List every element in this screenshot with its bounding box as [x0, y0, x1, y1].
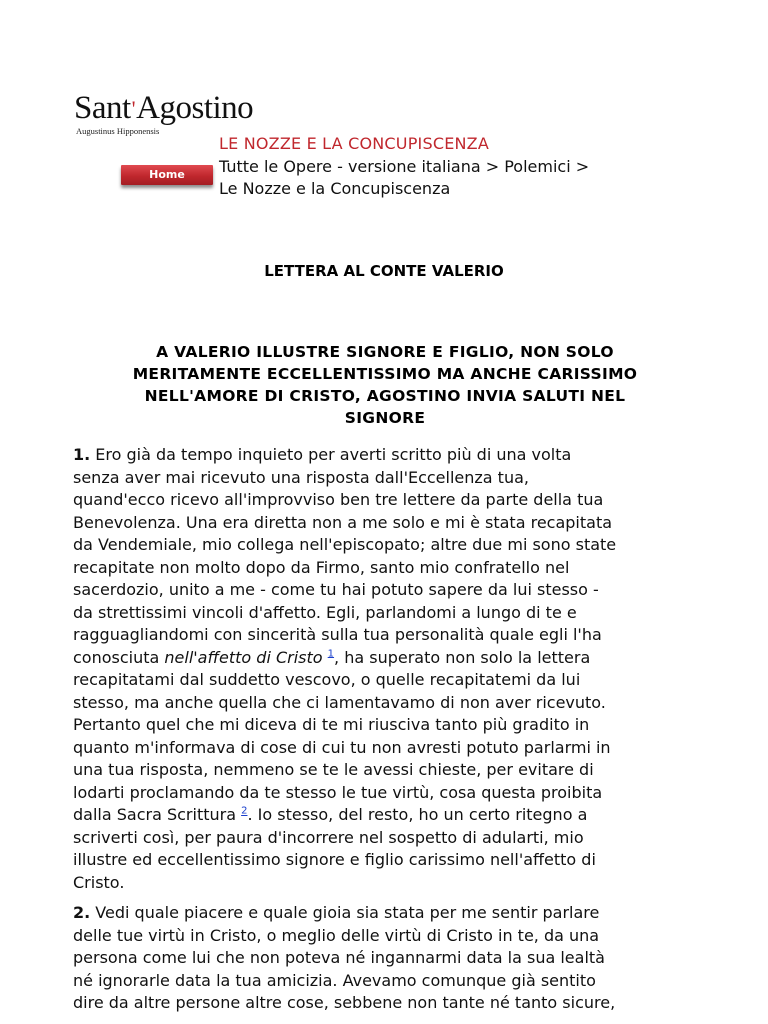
logo-text-sant: Sant	[74, 90, 131, 126]
text-line: persona come lui che non poteva né ingannarmi data la sua lealtà	[73, 948, 605, 967]
text-line: dire da altre persone altre cose, sebbene non tante né tanto sicure,	[73, 993, 616, 1012]
text-line: Cristo.	[73, 872, 125, 892]
breadcrumb-all-works-link[interactable]: Tutte le Opere - versione italiana	[219, 157, 481, 176]
paragraph-2	[73, 902, 701, 1015]
text-line: quand'ecco ricevo all'improvviso ben tre lettere da parte della tua	[73, 490, 604, 509]
text-line: scriverti così, per paura d'incorrere nel sospetto di adularti, mio	[73, 827, 584, 847]
text-span: conosciuta	[73, 647, 165, 667]
text-line: Benevolenza. Una era diretta non a me solo e mi è stata recapitata	[73, 512, 613, 532]
greeting-line: MERITAMENTE ECCELLENTISSIMO MA ANCHE CARISSIMO	[132, 365, 638, 383]
text-span: Ero già da tempo inquieto per averti scritto più di una volta	[90, 445, 572, 464]
footnote-link-1[interactable]: 1	[327, 648, 335, 660]
text-line: ragguagliandomi con sincerità sulla tua personalità quale egli l'ha	[73, 625, 602, 644]
text-line: delle tue virtù in Cristo, o meglio delle virtù di Cristo in te, da una	[73, 925, 600, 945]
text-span: dalla Sacra Scrittura	[73, 805, 242, 824]
text-line: Pertanto quel che mi diceva di te mi riusciva tanto più gradito in	[73, 715, 590, 734]
text-span: . Io stesso, del resto, ho un certo ritegno a	[247, 805, 588, 824]
breadcrumb-polemici-link[interactable]: Polemici	[504, 157, 571, 176]
site-logo[interactable]	[74, 88, 284, 138]
home-button[interactable]: Home	[121, 165, 213, 185]
text-line: stesso, ma anche quella che ci lamentavamo di non aver ricevuto.	[73, 692, 606, 712]
logo-apostrophe: '	[131, 96, 136, 121]
text-span: , ha superato non solo la lettera	[334, 647, 591, 667]
logo-subtitle: Augustinus Hipponensis	[76, 126, 160, 136]
text-line: recapitatami dal suddetto vescovo, o quelle recapitatemi da lui	[73, 670, 581, 689]
letter-title: LETTERA AL CONTE VALERIO	[264, 262, 504, 280]
text-line: da strettissimi vincoli d'affetto. Egli, parlandomi a lungo di te e	[73, 602, 577, 622]
breadcrumb-current: Le Nozze e la Concupiscenza	[219, 179, 451, 198]
greeting-line: A VALERIO ILLUSTRE SIGNORE E FIGLIO, NON SOLO	[156, 343, 614, 361]
text-line	[73, 444, 701, 467]
text-line: lodarti proclamando da te stesso le tue virtù, cosa questa proibita	[73, 782, 603, 802]
logo-wordmark	[74, 88, 253, 128]
text-line: quanto m'informava di cose di cui tu non avresti potuto parlarmi in	[73, 737, 611, 757]
text-line: sacerdozio, unito a me - come tu hai potuto sapere da lui stesso -	[73, 580, 599, 599]
paragraph-number: 1.	[73, 445, 91, 464]
breadcrumb-separator: >	[570, 157, 590, 176]
text-line: senza aver mai ricevuto una risposta dall'Eccellenza tua,	[73, 467, 529, 487]
text-line	[73, 647, 701, 670]
text-line: recapitate non molto dopo da Firmo, santo mio confratello nel	[73, 557, 570, 577]
text-line: né ignorarle data la tua amicizia. Avevamo comunque già sentito	[73, 970, 596, 990]
paragraph-1	[73, 444, 701, 894]
greeting-line: SIGNORE	[344, 409, 426, 427]
breadcrumb	[219, 156, 699, 200]
text-span: Vedi quale piacere e quale gioia sia stata per me sentir parlare	[90, 903, 600, 922]
logo-text-agostino: Agostino	[136, 90, 254, 126]
work-title: LE NOZZE E LA CONCUPISCENZA	[219, 134, 489, 153]
paragraph-number: 2.	[73, 903, 91, 922]
letter-greeting	[90, 341, 680, 429]
greeting-line: NELL'AMORE DI CRISTO, AGOSTINO INVIA SALUTI NEL	[144, 387, 626, 405]
text-line	[73, 902, 701, 925]
text-line: illustre ed eccellentissimo signore e figlio carissimo nell'affetto di	[73, 850, 596, 869]
text-line: una tua risposta, nemmeno se te le avessi chieste, per evitare di	[73, 760, 594, 779]
text-line: da Vendemiale, mio collega nell'episcopato; altre due mi sono state	[73, 535, 617, 554]
text-line	[73, 804, 701, 827]
italic-quote: nell'affetto di Cristo	[164, 647, 323, 667]
footnote-link-2[interactable]: 2	[241, 805, 248, 817]
breadcrumb-separator: >	[480, 157, 505, 176]
